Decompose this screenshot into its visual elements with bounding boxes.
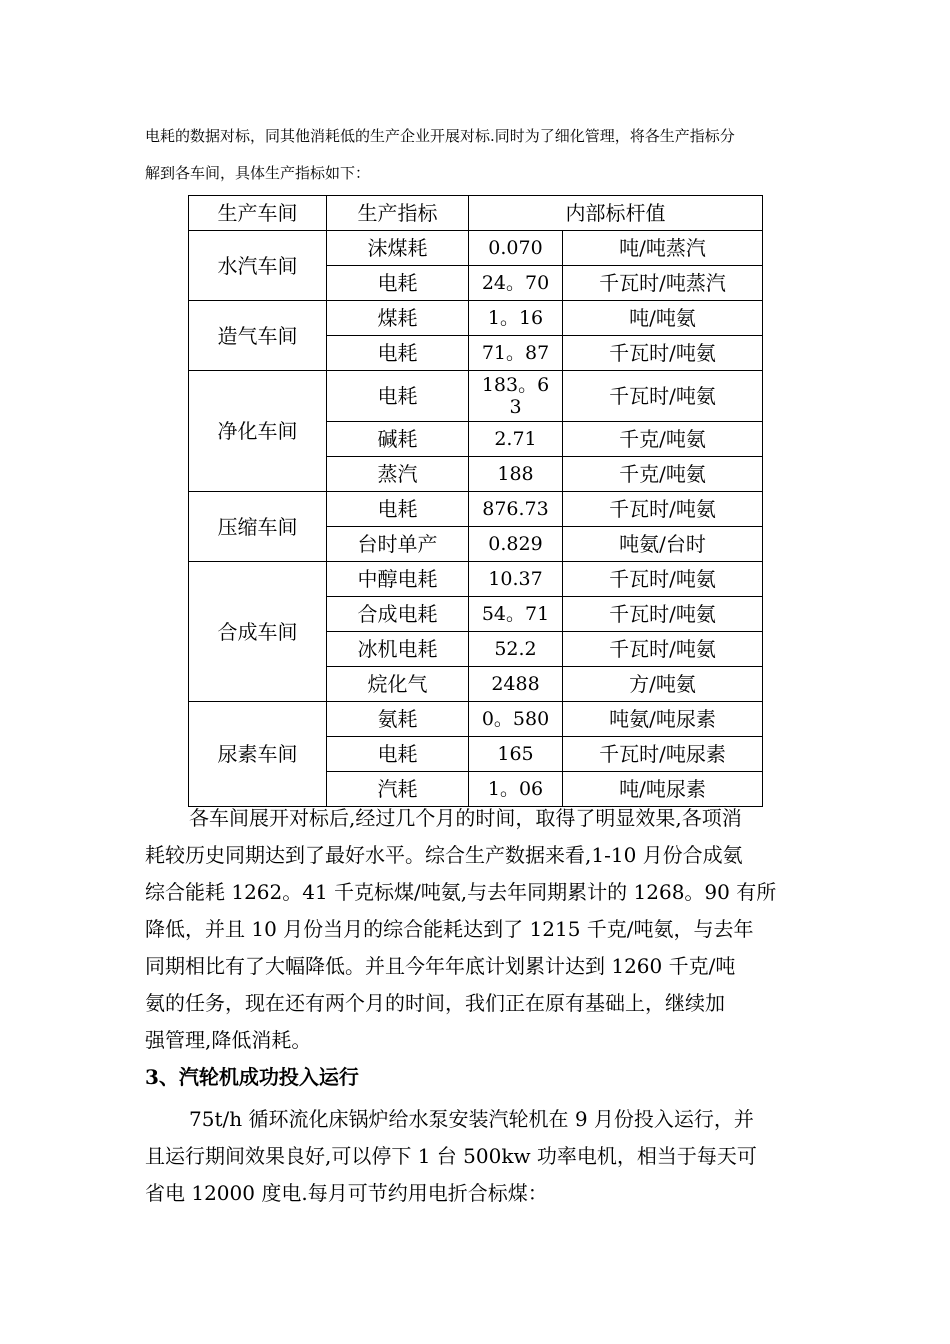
paragraph-line: 强管理,降低消耗。 [145, 1028, 312, 1052]
value-cell: 0.070 [469, 231, 563, 266]
value-cell: 52.2 [469, 632, 563, 667]
value-cell: 188 [469, 457, 563, 492]
table-row [189, 562, 763, 597]
indicator-cell: 煤耗 [327, 301, 469, 336]
unit-cell: 千瓦时/吨氨 [563, 336, 763, 371]
paragraph-line: 降低，并且 10 月份当月的综合能耗达到了 1215 千克/吨氨，与去年 [145, 917, 754, 941]
workshop-cell: 净化车间 [189, 371, 327, 492]
indicator-cell: 烷化气 [327, 667, 469, 702]
header-workshop: 生产车间 [189, 196, 327, 231]
value-cell: 1。16 [469, 301, 563, 336]
table-row [189, 371, 763, 422]
workshop-cell: 合成车间 [189, 562, 327, 702]
table-body [189, 196, 763, 807]
unit-cell: 吨/吨蒸汽 [563, 231, 763, 266]
table-row [189, 492, 763, 527]
paragraph-line: 同期相比有了大幅降低。并且今年年底计划累计达到 1260 千克/吨 [145, 954, 736, 978]
value-cell: 183。6 3 [469, 371, 563, 422]
value-cell: 71。87 [469, 336, 563, 371]
workshop-cell: 尿素车间 [189, 702, 327, 807]
value-cell: 0.829 [469, 527, 563, 562]
unit-cell: 千瓦时/吨尿素 [563, 737, 763, 772]
unit-cell: 吨/吨氨 [563, 301, 763, 336]
indicator-cell: 电耗 [327, 737, 469, 772]
indicator-cell: 合成电耗 [327, 597, 469, 632]
unit-cell: 千瓦时/吨氨 [563, 597, 763, 632]
value-cell: 10.37 [469, 562, 563, 597]
table-row [189, 301, 763, 336]
production-indicator-table [188, 195, 763, 807]
indicator-cell: 汽耗 [327, 772, 469, 807]
table-row [189, 702, 763, 737]
paragraph-line: 耗较历史同期达到了最好水平。综合生产数据来看,1-10 月份合成氨 [145, 843, 743, 867]
section-heading: 3、汽轮机成功投入运行 [145, 1065, 359, 1089]
value-cell: 2.71 [469, 422, 563, 457]
value-cell: 165 [469, 737, 563, 772]
indicator-cell: 电耗 [327, 266, 469, 301]
indicator-cell: 电耗 [327, 492, 469, 527]
unit-cell: 吨氨/吨尿素 [563, 702, 763, 737]
unit-cell: 千瓦时/吨氨 [563, 492, 763, 527]
paragraph-line: 且运行期间效果良好,可以停下 1 台 500kw 功率电机，相当于每天可 [145, 1144, 757, 1168]
unit-cell: 方/吨氨 [563, 667, 763, 702]
workshop-cell: 水汽车间 [189, 231, 327, 301]
header-benchmark: 内部标杆值 [469, 196, 763, 231]
value-cell: 2488 [469, 667, 563, 702]
header-indicator: 生产指标 [327, 196, 469, 231]
paragraph-line: 综合能耗 1262。41 千克标煤/吨氨,与去年同期累计的 1268。90 有所 [145, 880, 777, 904]
indicator-cell: 蒸汽 [327, 457, 469, 492]
unit-cell: 千瓦时/吨氨 [563, 371, 763, 422]
paragraph-line: 75t/h 循环流化床锅炉给水泵安装汽轮机在 9 月份投入运行，并 [189, 1107, 754, 1131]
unit-cell: 千克/吨氨 [563, 457, 763, 492]
value-cell: 1。06 [469, 772, 563, 807]
paragraph-line: 各车间展开对标后,经过几个月的时间，取得了明显效果,各项消 [189, 806, 742, 830]
indicator-cell: 碱耗 [327, 422, 469, 457]
value-cell: 24。70 [469, 266, 563, 301]
indicator-cell: 台时单产 [327, 527, 469, 562]
intro-line-1: 电耗的数据对标，同其他消耗低的生产企业开展对标.同时为了细化管理，将各生产指标分 [145, 127, 735, 145]
paragraph-line: 省电 12000 度电.每月可节约用电折合标煤： [145, 1181, 548, 1205]
workshop-cell: 造气车间 [189, 301, 327, 371]
value-cell: 876.73 [469, 492, 563, 527]
indicator-cell: 中醇电耗 [327, 562, 469, 597]
paragraph-turbine [145, 1101, 805, 1212]
table-header-row [189, 196, 763, 231]
unit-cell: 千克/吨氨 [563, 422, 763, 457]
unit-cell: 千瓦时/吨氨 [563, 632, 763, 667]
table-row [189, 231, 763, 266]
workshop-cell: 压缩车间 [189, 492, 327, 562]
unit-cell: 千瓦时/吨氨 [563, 562, 763, 597]
unit-cell: 千瓦时/吨蒸汽 [563, 266, 763, 301]
value-cell: 0。580 [469, 702, 563, 737]
indicator-cell: 冰机电耗 [327, 632, 469, 667]
paragraph-line: 氨的任务，现在还有两个月的时间，我们正在原有基础上，继续加 [145, 991, 725, 1015]
unit-cell: 吨/吨尿素 [563, 772, 763, 807]
indicator-cell: 沫煤耗 [327, 231, 469, 266]
indicator-cell: 电耗 [327, 371, 469, 422]
indicator-cell: 氨耗 [327, 702, 469, 737]
unit-cell: 吨氨/台时 [563, 527, 763, 562]
paragraph-benchmark-results [145, 800, 805, 1059]
value-cell: 54。71 [469, 597, 563, 632]
indicator-cell: 电耗 [327, 336, 469, 371]
intro-line-2: 解到各车间，具体生产指标如下： [145, 164, 371, 182]
